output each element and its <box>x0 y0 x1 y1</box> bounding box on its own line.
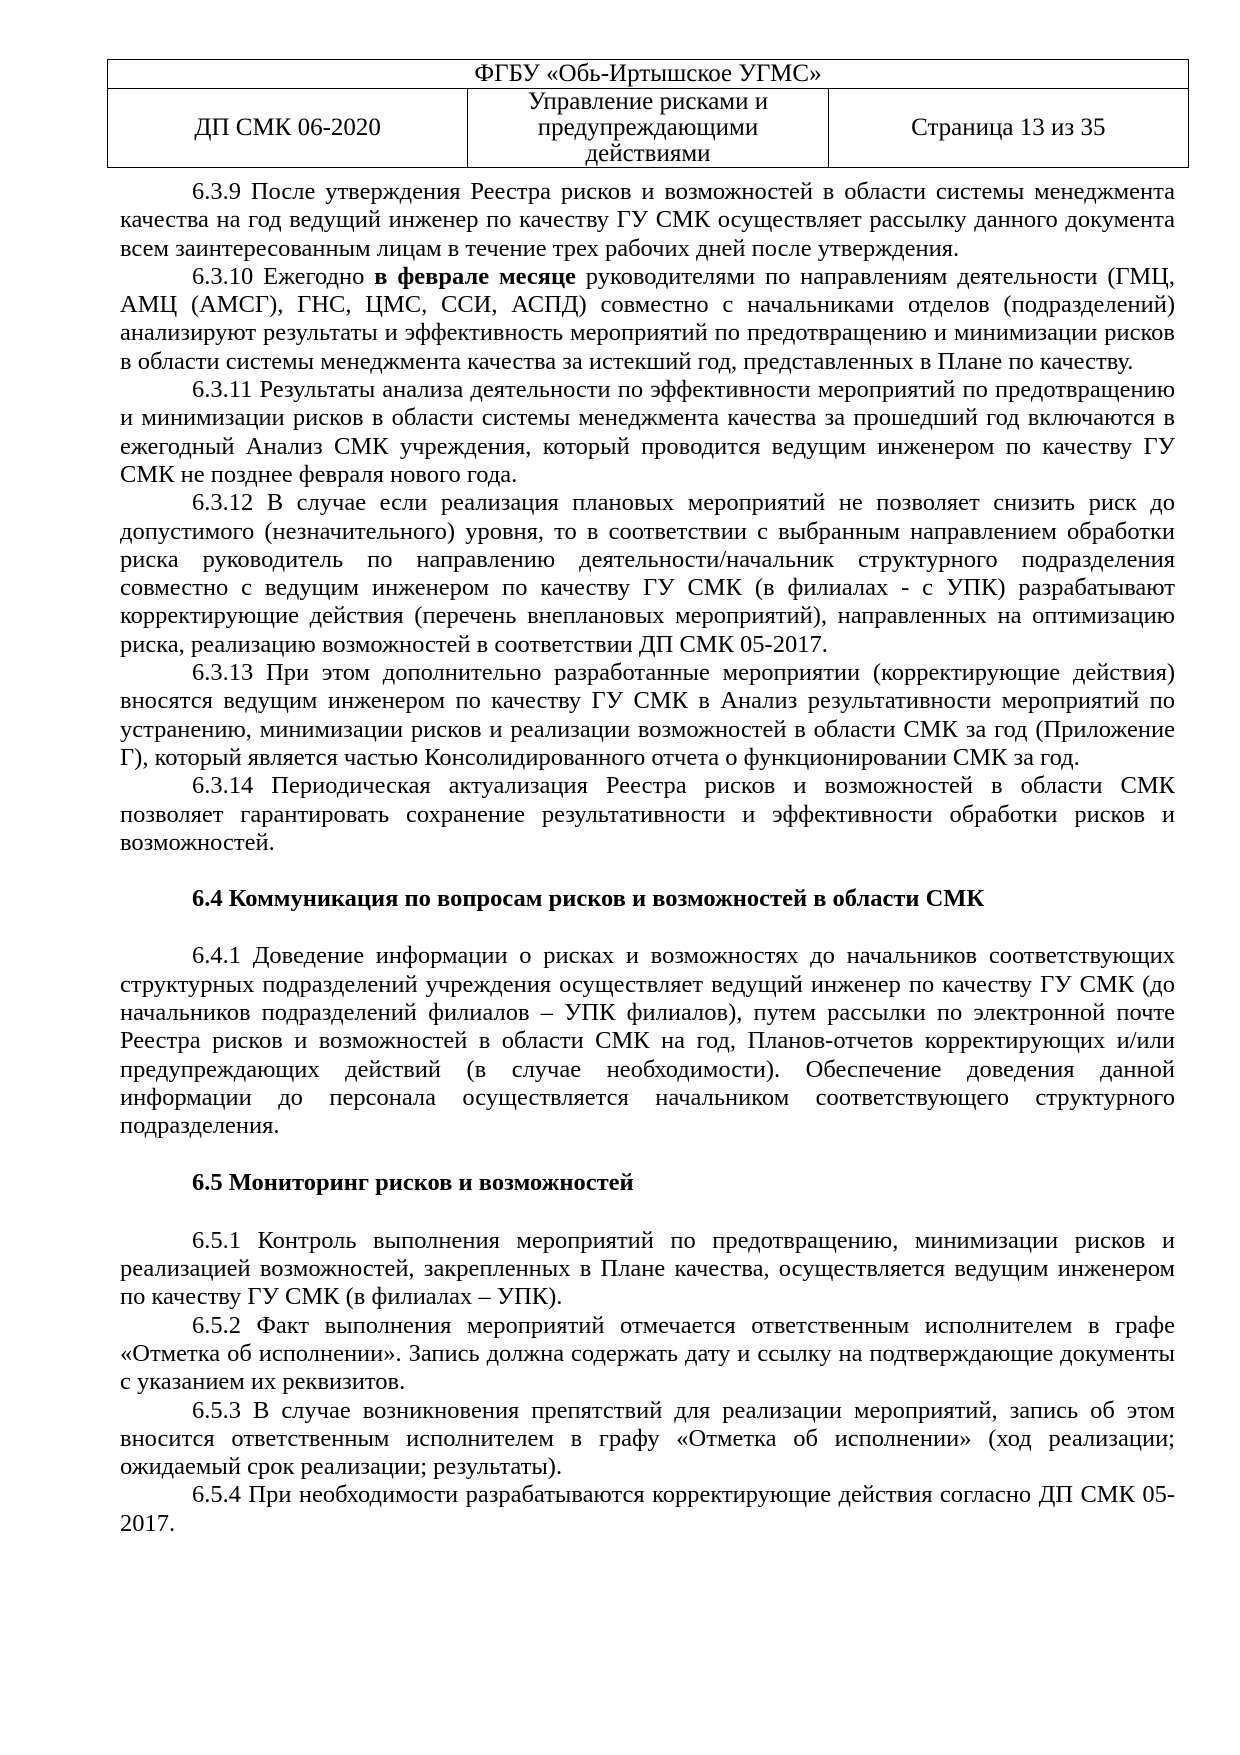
paragraph-6-3-12: 6.3.12 В случае если реализация плановых мероприятий не позволяет снизить риск до допустимого (незначительного) уровня, то в соответствии с выбранным направлением обработки риска руководитель по направлению деятельности/начальник структурного подразделения совместно с ведущим инженером по качеству ГУ СМК (в филиалах - с УПК) разрабатывают корректирующие действия (перечень внеплановых мероприятий), направленных на оптимизацию риска, реализацию возможностей в соответствии ДП СМК 05-2017. <box>120 489 1175 658</box>
document-header-table <box>107 59 1189 168</box>
paragraph-6-3-14: 6.3.14 Периодическая актуализация Реестра рисков и возможностей в области СМК позволяет гарантировать сохранение результативности и эффективности обработки рисков и возможностей. <box>120 772 1175 856</box>
paragraph-6-5-4: 6.5.4 При необходимости разрабатываются корректирующие действия согласно ДП СМК 05-2017. <box>120 1481 1175 1537</box>
spacer <box>120 1141 1175 1169</box>
paragraph-6-4-1: 6.4.1 Доведение информации о рисках и возможностях до начальников соответствующих структурных подразделений учреждения осуществляет ведущий инженер по качеству ГУ СМК (до начальников подразделений филиалов – УПК филиалов), путем рассылки по электронной почте Реестра рисков и возможностей в области СМК на год, Планов-отчетов корректирующих и/или предупреждающих действий (в случае необходимости). Обеспечение доведения данной информации до персонала осуществляется начальником соответствующего структурного подразделения. <box>120 942 1175 1140</box>
organization-name: ФГБУ «Обь-Иртышское УГМС» <box>108 60 1189 89</box>
paragraph-6-3-10-emphasis: в феврале месяце <box>374 262 576 290</box>
paragraph-6-5-1: 6.5.1 Контроль выполнения мероприятий по предотвращению, минимизации рисков и реализацией возможностей, закрепленных в Плане качества, осуществляется ведущим инженером по качеству ГУ СМК (в филиалах – УПК). <box>120 1226 1175 1311</box>
section-heading-6-4: 6.4 Коммуникация по вопросам рисков и возможностей в области СМК <box>192 885 985 913</box>
paragraph-6-3-9: 6.3.9 После утверждения Реестра рисков и возможностей в области системы менеджмента качества на год ведущий инженер по качеству ГУ СМК осуществляет рассылку данного документа всем заинтересованным лицам в течение трех рабочих дней после утверждения. <box>120 178 1175 262</box>
paragraph-6-3-10 <box>120 263 1175 376</box>
paragraph-6-5-3: 6.5.3 В случае возникновения препятствий для реализации мероприятий, запись об этом вносится ответственным исполнителем в графу «Отметка об исполнении» (ход реализации; ожидаемый срок реализации; результаты). <box>120 1396 1175 1481</box>
page-number: Страница 13 из 35 <box>828 89 1188 168</box>
document-body <box>120 178 1175 1538</box>
section-heading-6-5: 6.5 Мониторинг рисков и возможностей <box>192 1168 634 1196</box>
spacer <box>120 857 1175 885</box>
paragraph-6-3-10-start: 6.3.10 Ежегодно <box>192 262 375 290</box>
spacer <box>120 1197 1175 1227</box>
paragraph-6-3-13: 6.3.13 При этом дополнительно разработанные мероприятии (корректирующие действия) вносятся ведущим инженером по качеству ГУ СМК в Анализ результативности мероприятий по устранению, минимизации рисков и реализации возможностей в области СМК за год (Приложение Г), который является частью Консолидированного отчета о функционировании СМК за год. <box>120 659 1175 771</box>
spacer <box>120 913 1175 942</box>
document-title: Управление рисками и предупреждающими действиями <box>468 89 828 168</box>
paragraph-6-5-2: 6.5.2 Факт выполнения мероприятий отмечается ответственным исполнителем в графе «Отметка об исполнении». Запись должна содержать дату и ссылку на подтверждающие документы с указанием их реквизитов. <box>120 1311 1175 1396</box>
paragraph-6-3-11: 6.3.11 Результаты анализа деятельности по эффективности мероприятий по предотвращению и минимизации рисков в области системы менеджмента качества за прошедший год включаются в ежегодный Анализ СМК учреждения, который проводится ведущим инженером по качеству ГУ СМК не позднее февраля нового года. <box>120 376 1175 488</box>
paragraph-6-3-10-rest: руководителями по направлениям деятельности (ГМЦ, АМЦ (АМСГ), ГНС, ЦМС, ССИ, АСПД) совместно с начальниками отделов (подразделений) анализируют результаты и эффективность мероприятий по предотвращению и минимизации рисков в области системы менеджмента качества за истекший год, представленных в Плане по качеству. <box>120 262 1175 375</box>
document-code: ДП СМК 06-2020 <box>108 89 468 168</box>
